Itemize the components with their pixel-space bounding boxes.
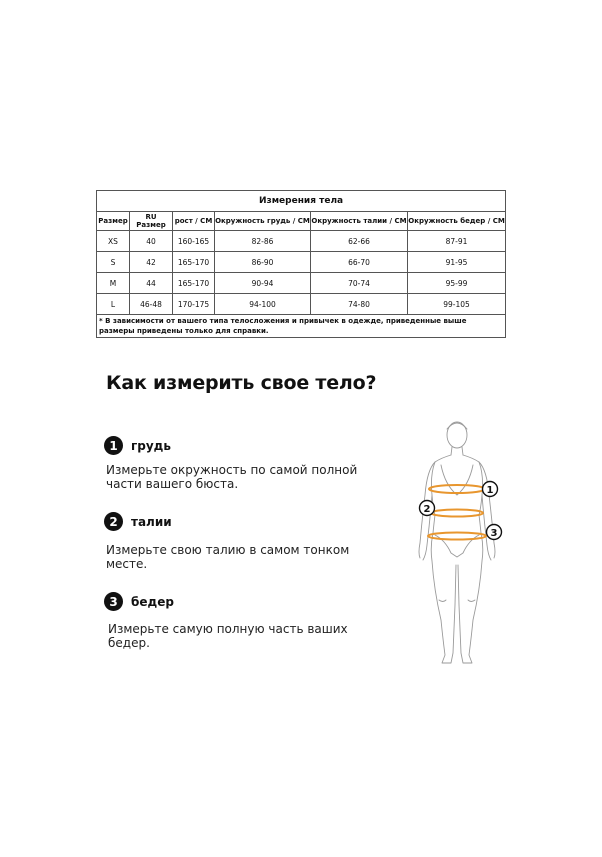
step-number-2: 2: [104, 512, 123, 531]
cell-bust: 86-90: [215, 252, 311, 273]
header-hips: Окружность бедер / СМ: [408, 212, 506, 231]
header-waist: Окружность талии / СМ: [311, 212, 408, 231]
cell-ru-size: 42: [130, 252, 173, 273]
cell-bust: 82-86: [215, 231, 311, 252]
cell-height: 160-165: [173, 231, 215, 252]
size-table: [96, 190, 506, 338]
cell-height: 165-170: [173, 273, 215, 294]
cell-ru-size: 40: [130, 231, 173, 252]
cell-hips: 95-99: [408, 273, 506, 294]
body-figure: [405, 415, 510, 673]
step-hips: [104, 592, 174, 611]
guide-title: Как измерить свое тело?: [106, 372, 377, 394]
step-number-1: 1: [104, 436, 123, 455]
cell-hips: 91-95: [408, 252, 506, 273]
cell-bust: 90-94: [215, 273, 311, 294]
table-note: * В зависимости от вашего типа телосложения и привычек в одежде, приведенные выше размеры приведены только для справки.: [97, 315, 506, 338]
step-bust: [104, 436, 171, 455]
table-header-row: [97, 212, 506, 231]
cell-hips: 99-105: [408, 294, 506, 315]
marker-1: 1: [486, 485, 494, 496]
cell-waist: 70-74: [311, 273, 408, 294]
cell-size: L: [97, 294, 130, 315]
measurement-lines: [428, 485, 486, 540]
cell-size: S: [97, 252, 130, 273]
step-label-bust: грудь: [131, 438, 171, 453]
cell-size: XS: [97, 231, 130, 252]
step-description-bust: Измерьте окружность по самой полной части вашего бюста.: [106, 463, 358, 491]
cell-hips: 87-91: [408, 231, 506, 252]
header-height: рост / СМ: [173, 212, 215, 231]
step-description-hips: Измерьте самую полную часть ваших бедер.: [108, 622, 348, 650]
cell-height: 170-175: [173, 294, 215, 315]
step-waist: [104, 512, 172, 531]
cell-waist: 66-70: [311, 252, 408, 273]
bust-line: [429, 485, 485, 493]
table-row: [97, 294, 506, 315]
cell-height: 165-170: [173, 252, 215, 273]
table-row: [97, 273, 506, 294]
step-number-3: 3: [104, 592, 123, 611]
table-row: [97, 252, 506, 273]
cell-ru-size: 46-48: [130, 294, 173, 315]
header-ru-size: RU Размер: [130, 212, 173, 231]
body-outline: [419, 422, 495, 663]
cell-waist: 74-80: [311, 294, 408, 315]
cell-size: M: [97, 273, 130, 294]
header-bust: Окружность грудь / СМ: [215, 212, 311, 231]
step-description-waist: Измерьте свою талию в самом тонком месте.: [106, 543, 350, 571]
cell-ru-size: 44: [130, 273, 173, 294]
header-size: Размер: [97, 212, 130, 231]
table-row: [97, 231, 506, 252]
marker-2: 2: [423, 504, 431, 515]
waist-line: [431, 510, 483, 517]
cell-bust: 94-100: [215, 294, 311, 315]
table-title: Измерения тела: [97, 191, 506, 212]
marker-3: 3: [490, 528, 498, 539]
step-label-hips: бедер: [131, 594, 174, 609]
step-label-waist: талии: [131, 514, 172, 529]
cell-waist: 62-66: [311, 231, 408, 252]
